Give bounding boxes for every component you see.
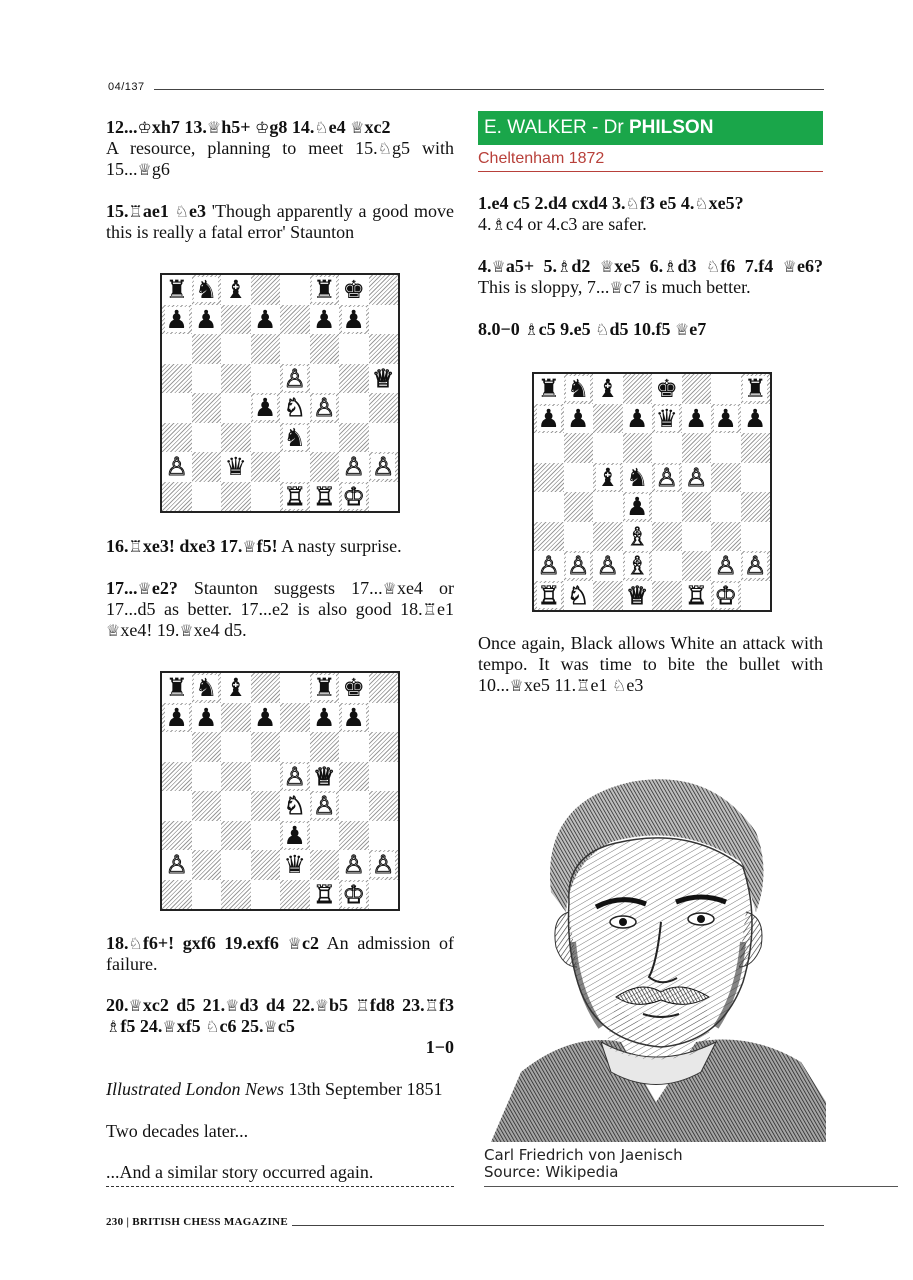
board-square: [741, 522, 771, 552]
board-square: [221, 821, 251, 851]
black-pawn-piece: ♟: [626, 492, 649, 522]
board-square: [251, 364, 281, 394]
board-square: [534, 581, 564, 611]
black-queen-piece: ♛: [655, 403, 678, 433]
board-square: [192, 275, 222, 305]
board-square: [339, 334, 369, 364]
board-square: [534, 374, 564, 404]
board-square: [652, 551, 682, 581]
board-square: [162, 791, 192, 821]
board-square: [593, 374, 623, 404]
black-queen-piece: ♛: [224, 452, 247, 482]
board-square: [534, 551, 564, 581]
board-square: [652, 404, 682, 434]
board-square: [369, 452, 399, 482]
board-square: [623, 374, 653, 404]
white-king-piece: ♔: [714, 580, 737, 610]
board-square: [741, 581, 771, 611]
board-square: [192, 482, 222, 512]
black-king-piece: ♚: [655, 374, 678, 404]
black-pawn-piece: ♟: [714, 403, 737, 433]
board-square: [310, 334, 340, 364]
board-square: [310, 452, 340, 482]
board-square: [192, 393, 222, 423]
board-square: [534, 463, 564, 493]
board-square: [280, 275, 310, 305]
board-square: [339, 821, 369, 851]
board-square: [564, 463, 594, 493]
board-square: [221, 364, 251, 394]
white-bishop-piece: ♗: [626, 521, 649, 551]
board-square: [623, 492, 653, 522]
para-once-again: Once again, Black allows White an attack with tempo. It was time to bite the bullet with 10...♕xe5 11.♖e1 ♘e3: [478, 633, 823, 695]
board-square: [339, 364, 369, 394]
board-square: [192, 364, 222, 394]
board-square: [192, 703, 222, 733]
black-rook-piece: ♜: [313, 673, 336, 703]
board-square: [564, 492, 594, 522]
board-square: [339, 732, 369, 762]
white-pawn-piece: ♙: [165, 850, 188, 880]
board-square: [310, 275, 340, 305]
board-square: [593, 551, 623, 581]
portrait-image: [481, 742, 826, 1142]
board-square: [280, 880, 310, 910]
board-square: [369, 423, 399, 453]
board-square: [593, 492, 623, 522]
black-bishop-piece: ♝: [224, 275, 247, 305]
board-square: [339, 850, 369, 880]
board-square: [711, 581, 741, 611]
chess-diagram-3: [532, 372, 772, 612]
black-pawn-piece: ♟: [537, 403, 560, 433]
board-square: [339, 762, 369, 792]
board-square: [310, 791, 340, 821]
board-square: [339, 791, 369, 821]
black-knight-piece: ♞: [626, 462, 649, 492]
white-rook-piece: ♖: [283, 481, 306, 511]
board-square: [162, 703, 192, 733]
black-pawn-piece: ♟: [254, 702, 277, 732]
board-square: [251, 305, 281, 335]
black-pawn-piece: ♟: [567, 403, 590, 433]
board-square: [711, 433, 741, 463]
board-square: [162, 452, 192, 482]
board-square: [280, 305, 310, 335]
board-square: [192, 791, 222, 821]
black-rook-piece: ♜: [744, 374, 767, 404]
board-square: [310, 850, 340, 880]
white-pawn-piece: ♙: [685, 462, 708, 492]
board-square: [682, 581, 712, 611]
black-knight-piece: ♞: [195, 275, 218, 305]
board-square: [564, 433, 594, 463]
board-square: [564, 404, 594, 434]
board-square: [682, 522, 712, 552]
board-square: [310, 423, 340, 453]
board-square: [251, 334, 281, 364]
board-square: [221, 880, 251, 910]
white-king-piece: ♔: [342, 879, 365, 909]
board-square: [310, 482, 340, 512]
board-square: [221, 334, 251, 364]
white-pawn-piece: ♙: [372, 452, 395, 482]
dashed-divider: [106, 1186, 454, 1187]
board-square: [534, 492, 564, 522]
board-square: [192, 821, 222, 851]
header-rule: [154, 89, 824, 90]
board-square: [162, 275, 192, 305]
board-square: [623, 404, 653, 434]
page-footer: [106, 1216, 824, 1232]
board-square: [369, 703, 399, 733]
white-rook-piece: ♖: [685, 580, 708, 610]
board-square: [339, 703, 369, 733]
black-pawn-piece: ♟: [283, 820, 306, 850]
board-square: [369, 305, 399, 335]
board-square: [339, 673, 369, 703]
board-square: [652, 522, 682, 552]
board-square: [162, 821, 192, 851]
board-square: [339, 880, 369, 910]
board-square: [221, 850, 251, 880]
board-square: [192, 334, 222, 364]
black-pawn-piece: ♟: [313, 702, 336, 732]
board-square: [369, 732, 399, 762]
board-square: [310, 880, 340, 910]
board-square: [251, 880, 281, 910]
white-king-piece: ♔: [342, 481, 365, 511]
board-square: [192, 762, 222, 792]
board-square: [593, 433, 623, 463]
board-square: [652, 433, 682, 463]
para-move-20: 20.♕xc2 d5 21.♕d3 d4 22.♕b5 ♖fd8 23.♖f3 ♗f5 24.♕xf5 ♘c6 25.♕c5 1−0: [106, 995, 454, 1057]
board-square: [192, 880, 222, 910]
black-pawn-piece: ♟: [626, 403, 649, 433]
board-square: [280, 482, 310, 512]
board-square: [369, 393, 399, 423]
white-pawn-piece: ♙: [655, 462, 678, 492]
board-square: [251, 275, 281, 305]
board-square: [221, 762, 251, 792]
board-square: [251, 452, 281, 482]
board-square: [280, 334, 310, 364]
caption-rule: [484, 1186, 898, 1187]
board-square: [652, 492, 682, 522]
black-pawn-piece: ♟: [342, 702, 365, 732]
board-square: [682, 433, 712, 463]
board-square: [682, 492, 712, 522]
board-square: [310, 364, 340, 394]
footer-label: 230 | BRITISH CHESS MAGAZINE: [106, 1216, 288, 1228]
white-queen-piece: ♕: [626, 580, 649, 610]
board-square: [623, 522, 653, 552]
board-square: [711, 522, 741, 552]
white-pawn-piece: ♙: [596, 551, 619, 581]
board-square: [652, 463, 682, 493]
para-move-16: 16.♖xe3! dxe3 17.♕f5! A nasty surprise.: [106, 536, 402, 556]
board-square: [221, 791, 251, 821]
board-square: [162, 482, 192, 512]
chess-diagram-1: [160, 273, 400, 513]
board-square: [593, 581, 623, 611]
board-square: [369, 821, 399, 851]
white-pawn-piece: ♙: [342, 452, 365, 482]
board-square: [280, 393, 310, 423]
board-square: [310, 393, 340, 423]
board-square: [162, 334, 192, 364]
board-square: [369, 850, 399, 880]
board-square: [192, 850, 222, 880]
black-bishop-piece: ♝: [596, 462, 619, 492]
white-queen-piece: ♕: [313, 761, 336, 791]
event-subheading: Cheltenham 1872: [478, 150, 823, 172]
board-square: [221, 482, 251, 512]
board-square: [221, 275, 251, 305]
black-pawn-piece: ♟: [254, 304, 277, 334]
black-bishop-piece: ♝: [224, 673, 247, 703]
white-queen-piece: ♕: [372, 363, 395, 393]
white-pawn-piece: ♙: [283, 761, 306, 791]
caption-name: Carl Friedrich von Jaenisch: [484, 1146, 683, 1164]
black-pawn-piece: ♟: [313, 304, 336, 334]
white-pawn-piece: ♙: [342, 850, 365, 880]
black-rook-piece: ♜: [165, 673, 188, 703]
white-pawn-piece: ♙: [714, 551, 737, 581]
board-square: [280, 703, 310, 733]
white-pawn-piece: ♙: [165, 452, 188, 482]
black-pawn-piece: ♟: [342, 304, 365, 334]
white-knight-piece: ♘: [283, 791, 306, 821]
para-opening: 1.e4 c5 2.d4 cxd4 3.♘f3 e5 4.♘xe5? 4.♗c4 or 4.c3 are safer.: [478, 193, 744, 234]
board-square: [623, 551, 653, 581]
board-square: [221, 732, 251, 762]
board-square: [310, 732, 340, 762]
board-square: [280, 452, 310, 482]
game-title-bar: E. WALKER - Dr PHILSON: [478, 111, 823, 145]
board-square: [280, 821, 310, 851]
board-square: [369, 673, 399, 703]
board-square: [564, 374, 594, 404]
board-square: [221, 305, 251, 335]
board-square: [369, 880, 399, 910]
white-rook-piece: ♖: [313, 879, 336, 909]
black-king-piece: ♚: [342, 275, 365, 305]
board-square: [369, 275, 399, 305]
white-pawn-piece: ♙: [372, 850, 395, 880]
board-square: [280, 673, 310, 703]
white-knight-piece: ♘: [283, 393, 306, 423]
board-square: [162, 880, 192, 910]
black-rook-piece: ♜: [165, 275, 188, 305]
board-square: [652, 581, 682, 611]
board-square: [310, 762, 340, 792]
board-square: [652, 374, 682, 404]
result: 1−0: [425, 1037, 454, 1057]
black-pawn-piece: ♟: [744, 403, 767, 433]
board-square: [339, 452, 369, 482]
board-square: [192, 673, 222, 703]
board-square: [280, 791, 310, 821]
board-square: [310, 673, 340, 703]
board-square: [162, 423, 192, 453]
board-square: [369, 334, 399, 364]
board-square: [623, 463, 653, 493]
board-square: [251, 821, 281, 851]
board-square: [593, 522, 623, 552]
board-square: [711, 463, 741, 493]
para-move-15: 15.♖ae1 ♘e3 'Though apparently a good move this is really a fatal error' Staunton: [106, 201, 454, 242]
board-square: [221, 703, 251, 733]
board-square: [369, 364, 399, 394]
board-square: [593, 404, 623, 434]
board-square: [711, 404, 741, 434]
board-square: [711, 492, 741, 522]
black-pawn-piece: ♟: [165, 702, 188, 732]
board-square: [741, 463, 771, 493]
board-square: [564, 522, 594, 552]
board-square: [162, 850, 192, 880]
board-square: [251, 393, 281, 423]
white-rook-piece: ♖: [313, 481, 336, 511]
board-square: [741, 433, 771, 463]
black-pawn-piece: ♟: [685, 403, 708, 433]
board-square: [251, 791, 281, 821]
black-pawn-piece: ♟: [254, 393, 277, 423]
white-pawn-piece: ♙: [537, 551, 560, 581]
page-header: [108, 81, 824, 97]
board-square: [162, 364, 192, 394]
black-pawn-piece: ♟: [195, 304, 218, 334]
board-square: [534, 404, 564, 434]
board-square: [741, 551, 771, 581]
board-square: [310, 821, 340, 851]
board-square: [221, 393, 251, 423]
board-square: [280, 423, 310, 453]
board-square: [564, 551, 594, 581]
portrait-engraving: [481, 742, 826, 1142]
board-square: [741, 492, 771, 522]
board-square: [162, 393, 192, 423]
black-rook-piece: ♜: [537, 374, 560, 404]
board-square: [339, 482, 369, 512]
caption-source: Source: Wikipedia: [484, 1163, 619, 1181]
portrait-caption: [484, 1147, 683, 1181]
moves-12-text: 12...♔xh7 13.♕h5+ ♔g8 14.♘e4 ♕xc2: [106, 117, 391, 137]
board-square: [162, 762, 192, 792]
board-square: [221, 423, 251, 453]
board-square: [280, 850, 310, 880]
para-move-18: 18.♘f6+! gxf6 19.exf6 ♕c2 An admission of failure.: [106, 933, 454, 974]
black-rook-piece: ♜: [313, 275, 336, 305]
para-source: Illustrated London News 13th September 1851: [106, 1079, 443, 1099]
board-square: [192, 423, 222, 453]
board-square: [623, 581, 653, 611]
board-square: [192, 452, 222, 482]
board-square: [162, 305, 192, 335]
board-square: [280, 732, 310, 762]
black-pawn-piece: ♟: [195, 702, 218, 732]
board-square: [162, 732, 192, 762]
board-square: [339, 305, 369, 335]
black-queen-piece: ♛: [283, 850, 306, 880]
board-square: [339, 393, 369, 423]
board-square: [251, 850, 281, 880]
board-square: [221, 673, 251, 703]
board-square: [251, 732, 281, 762]
white-pawn-piece: ♙: [744, 551, 767, 581]
board-square: [251, 703, 281, 733]
board-square: [251, 762, 281, 792]
board-square: [623, 433, 653, 463]
para-move-17: 17...♕e2? Staunton suggests 17...♕xe4 or 17...d5 as better. 17...e2 is also good 18.♖e1 ♕xe4! 19.♕xe4 d5.: [106, 578, 454, 640]
para-move-4: 4.♕a5+ 5.♗d2 ♕xe5 6.♗d3 ♘f6 7.f4 ♕e6? This is sloppy, 7...♕c7 is much better.: [478, 256, 823, 297]
para-two-decades: Two decades later...: [106, 1121, 249, 1141]
board-square: [369, 791, 399, 821]
white-bishop-piece: ♗: [626, 551, 649, 581]
board-square: [310, 703, 340, 733]
black-king-piece: ♚: [342, 673, 365, 703]
black-knight-piece: ♞: [195, 673, 218, 703]
board-square: [251, 673, 281, 703]
board-square: [192, 305, 222, 335]
board-square: [221, 452, 251, 482]
board-square: [564, 581, 594, 611]
board-square: [369, 482, 399, 512]
para-moves-12: 12...♔xh7 13.♕h5+ ♔g8 14.♘e4 ♕xc2 A resource, planning to meet 15.♘g5 with 15...♕g6: [106, 117, 454, 179]
board-square: [593, 463, 623, 493]
board-square: [339, 275, 369, 305]
board-square: [280, 762, 310, 792]
footer-rule: [292, 1225, 824, 1226]
para-similar-story: ...And a similar story occurred again.: [106, 1162, 374, 1182]
board-square: [682, 551, 712, 581]
board-square: [741, 374, 771, 404]
board-square: [682, 404, 712, 434]
board-square: [162, 673, 192, 703]
white-rook-piece: ♖: [537, 580, 560, 610]
black-knight-piece: ♞: [283, 422, 306, 452]
black-pawn-piece: ♟: [165, 304, 188, 334]
white-pawn-piece: ♙: [313, 791, 336, 821]
board-square: [280, 364, 310, 394]
board-square: [682, 374, 712, 404]
chess-diagram-2: [160, 671, 400, 911]
board-square: [741, 404, 771, 434]
page-ref: 04/137: [108, 81, 145, 93]
board-square: [251, 482, 281, 512]
board-square: [711, 374, 741, 404]
board-square: [251, 423, 281, 453]
black-bishop-piece: ♝: [596, 374, 619, 404]
board-square: [192, 732, 222, 762]
para-move-8: 8.0−0 ♗c5 9.e5 ♘d5 10.f5 ♕e7: [478, 319, 707, 339]
board-square: [534, 433, 564, 463]
board-square: [369, 762, 399, 792]
board-square: [682, 463, 712, 493]
black-knight-piece: ♞: [567, 374, 590, 404]
board-square: [310, 305, 340, 335]
white-pawn-piece: ♙: [313, 393, 336, 423]
white-pawn-piece: ♙: [567, 551, 590, 581]
board-square: [711, 551, 741, 581]
white-knight-piece: ♘: [567, 580, 590, 610]
board-square: [534, 522, 564, 552]
white-pawn-piece: ♙: [283, 363, 306, 393]
board-square: [339, 423, 369, 453]
